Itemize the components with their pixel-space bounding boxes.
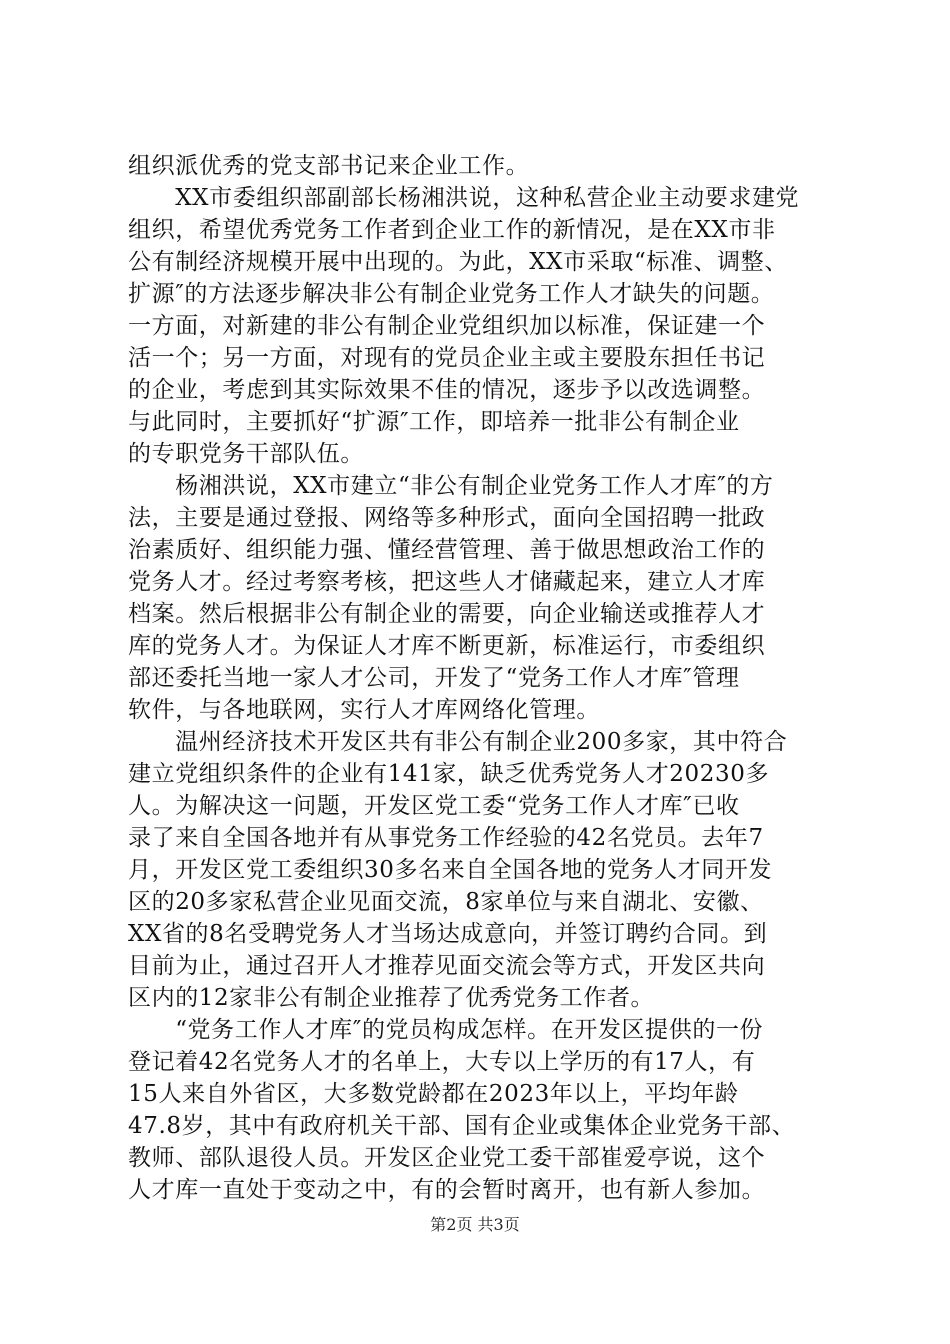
text-line: 组织派优秀的党支部书记来企业工作。 (128, 153, 530, 179)
text-line: 一方面，对新建的非公有制企业党组织加以标准，保证建一个 (128, 313, 766, 339)
text-line: 公有制经济规模开展中出现的。为此，XX市采取“标准、调整、 (128, 249, 788, 275)
body-text (128, 150, 840, 1206)
text-line: 教师、部队退役人员。开发区企业党工委干部崔爱亭说，这个 (128, 1145, 766, 1171)
text-line: “党务工作人才库″的党员构成怎样。在开发区提供的一份 (128, 1017, 764, 1043)
text-line: 区内的12家非公有制企业推荐了优秀党务工作者。 (128, 985, 655, 1011)
text-line: 温州经济技术开发区共有非公有制企业200多家，其中符合 (128, 729, 788, 755)
text-line: 库的党务人才。为保证人才库不断更新，标准运行，市委组织 (128, 633, 766, 659)
text-line: 目前为止，通过召开人才推荐见面交流会等方式，开发区共向 (128, 953, 766, 979)
text-line: 人才库一直处于变动之中，有的会暂时离开，也有新人参加。 (128, 1177, 766, 1203)
text-line: 部还委托当地一家人才公司，开发了“党务工作人才库″管理 (128, 665, 740, 691)
text-line: 的企业，考虑到其实际效果不佳的情况，逐步予以改选调整。 (128, 377, 766, 403)
text-line: 软件，与各地联网，实行人才库网络化管理。 (128, 697, 600, 723)
text-line: 杨湘洪说，XX市建立“非公有制企业党务工作人才库″的方 (128, 473, 774, 499)
text-line: 登记着42名党务人才的名单上，大专以上学历的有17人，有 (128, 1049, 756, 1075)
page-number-label: 第2页 共3页 (430, 1215, 520, 1234)
text-line: XX省的8名受聘党务人才当场达成意向，并签订聘约合同。到 (128, 921, 768, 947)
text-line: XX市委组织部副部长杨湘洪说，这种私营企业主动要求建党 (128, 185, 800, 211)
text-line: 月，开发区党工委组织30多名来自全国各地的党务人才同开发 (128, 857, 773, 883)
text-line: 15人来自外省区，大多数党龄都在2023年以上，平均年龄 (128, 1081, 739, 1107)
text-line: 党务人才。经过考察考核，把这些人才储藏起来，建立人才库 (128, 569, 766, 595)
page-footer (0, 1214, 950, 1236)
text-line: 区的20多家私营企业见面交流，8家单位与来自湖北、安徽、 (128, 889, 764, 915)
text-line: 与此同时，主要抓好“扩源″工作，即培养一批非公有制企业 (128, 409, 740, 435)
text-line: 法，主要是通过登报、网络等多种形式，面向全国招聘一批政 (128, 505, 766, 531)
text-line: 治素质好、组织能力强、懂经营管理、善于做思想政治工作的 (128, 537, 766, 563)
text-line: 人。为解决这一问题，开发区党工委“党务工作人才库″已收 (128, 793, 740, 819)
text-line: 扩源″的方法逐步解决非公有制企业党务工作人才缺失的问题。 (128, 281, 775, 307)
text-line: 档案。然后根据非公有制企业的需要，向企业输送或推荐人才 (128, 601, 766, 627)
text-line: 组织，希望优秀党务工作者到企业工作的新情况，是在XX市非 (128, 217, 776, 243)
text-line: 活一个；另一方面，对现有的党员企业主或主要股东担任书记 (128, 345, 766, 371)
text-line: 建立党组织条件的企业有141家，缺乏优秀党务人才20230多 (128, 761, 770, 787)
text-line: 的专职党务干部队伍。 (128, 441, 364, 467)
text-line: 47.8岁，其中有政府机关干部、国有企业或集体企业党务干部、 (128, 1113, 796, 1139)
text-line: 录了来自全国各地并有从事党务工作经验的42名党员。去年7 (128, 825, 764, 851)
